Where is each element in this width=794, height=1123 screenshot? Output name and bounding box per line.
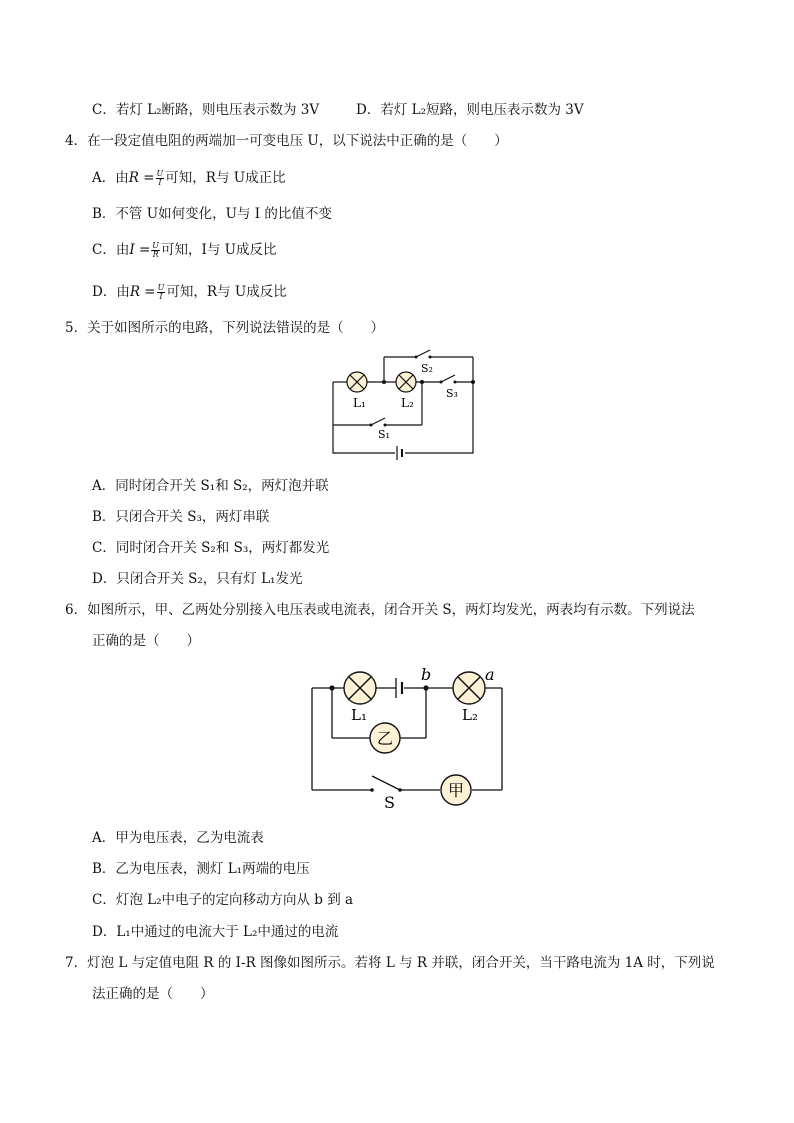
option-prefix: D．由 <box>92 284 130 300</box>
formula-lhs: I = <box>129 242 151 258</box>
label-s2: S₂ <box>421 362 433 375</box>
fraction-denominator: I <box>159 292 163 301</box>
q4-option-a <box>92 168 286 188</box>
q4-stem: 4．在一段定值电阻的两端加一可变电压 U，以下说法中正确的是（ ） <box>65 133 508 149</box>
formula-fraction <box>156 170 165 187</box>
q5-option-d: D．只闭合开关 S₂，只有灯 L₁发光 <box>92 571 303 587</box>
q6-circuit-diagram <box>300 660 520 810</box>
q6-option-d: D．L₁中通过的电流大于 L₂中通过的电流 <box>92 924 339 940</box>
meter-yi-icon <box>370 723 400 753</box>
q6-stem-line2: 正确的是（ ） <box>92 633 200 649</box>
formula-fraction <box>151 242 160 259</box>
meter-jia-label: 甲 <box>447 781 465 800</box>
option-suffix: 可知，R与 U成正比 <box>165 170 286 186</box>
option-prefix: A．由 <box>92 170 129 186</box>
label-s3: S₃ <box>446 387 458 400</box>
lamp-l1-icon <box>347 372 367 392</box>
q5-option-c: C．同时闭合开关 S₂和 S₃，两灯都发光 <box>92 540 330 556</box>
lamp-l2-icon <box>453 672 485 704</box>
formula-lhs: R = <box>129 284 156 300</box>
fraction-numerator: U <box>157 283 165 292</box>
label-s1: S₁ <box>378 428 390 441</box>
label-l1: L₁ <box>351 706 367 724</box>
meter-yi-label: 乙 <box>376 729 394 748</box>
label-b: b <box>421 665 432 684</box>
fraction-numerator: U <box>152 241 160 250</box>
label-l1: L₁ <box>353 396 366 410</box>
q3-option-c: C．若灯 L₂断路，则电压表示数为 3V <box>92 102 320 118</box>
q7-stem-line1: 7．灯泡 L 与定值电阻 R 的 I-R 图像如图所示。若将 L 与 R 并联，闭合开关，当干路电流为 1A 时，下列说 <box>65 955 715 971</box>
label-l2: L₂ <box>462 706 478 724</box>
option-prefix: C．由 <box>92 242 130 258</box>
lamp-l2-icon <box>396 372 416 392</box>
option-suffix: 可知，I与 U成反比 <box>161 242 277 258</box>
label-a: a <box>485 665 495 684</box>
formula-fraction <box>157 284 166 301</box>
q4-option-c <box>92 240 277 260</box>
fraction-numerator: U <box>156 169 164 178</box>
label-l2: L₂ <box>401 396 414 410</box>
q4-option-d <box>92 282 287 302</box>
q5-stem: 5．关于如图所示的电路，下列说法错误的是（ ） <box>65 320 385 336</box>
q6-option-b: B．乙为电压表，测灯 L₁两端的电压 <box>92 861 310 877</box>
q6-option-a: A．甲为电压表，乙为电流表 <box>92 830 264 846</box>
label-s: S <box>384 793 395 810</box>
q5-circuit-diagram <box>325 345 480 465</box>
formula-lhs: R = <box>128 170 155 186</box>
lamp-l1-icon <box>344 672 376 704</box>
q7-stem-line2: 法正确的是（ ） <box>92 986 214 1002</box>
option-suffix: 可知，R与 U成反比 <box>166 284 287 300</box>
q6-option-c: C．灯泡 L₂中电子的定向移动方向从 b 到 a <box>92 892 354 908</box>
q3-option-d: D．若灯 L₂短路，则电压表示数为 3V <box>356 102 584 118</box>
meter-jia-icon <box>441 775 471 805</box>
q5-option-a: A．同时闭合开关 S₁和 S₂，两灯泡并联 <box>92 478 329 494</box>
q5-option-b: B．只闭合开关 S₃，两灯串联 <box>92 509 270 525</box>
q6-stem-line1: 6．如图所示，甲、乙两处分别接入电压表或电流表，闭合开关 S，两灯均发光，两表均有示数。下列说法 <box>65 602 695 618</box>
fraction-denominator: I <box>158 178 162 187</box>
fraction-denominator: R <box>152 250 159 259</box>
q4-option-b: B．不管 U如何变化，U与 I 的比值不变 <box>92 206 332 222</box>
